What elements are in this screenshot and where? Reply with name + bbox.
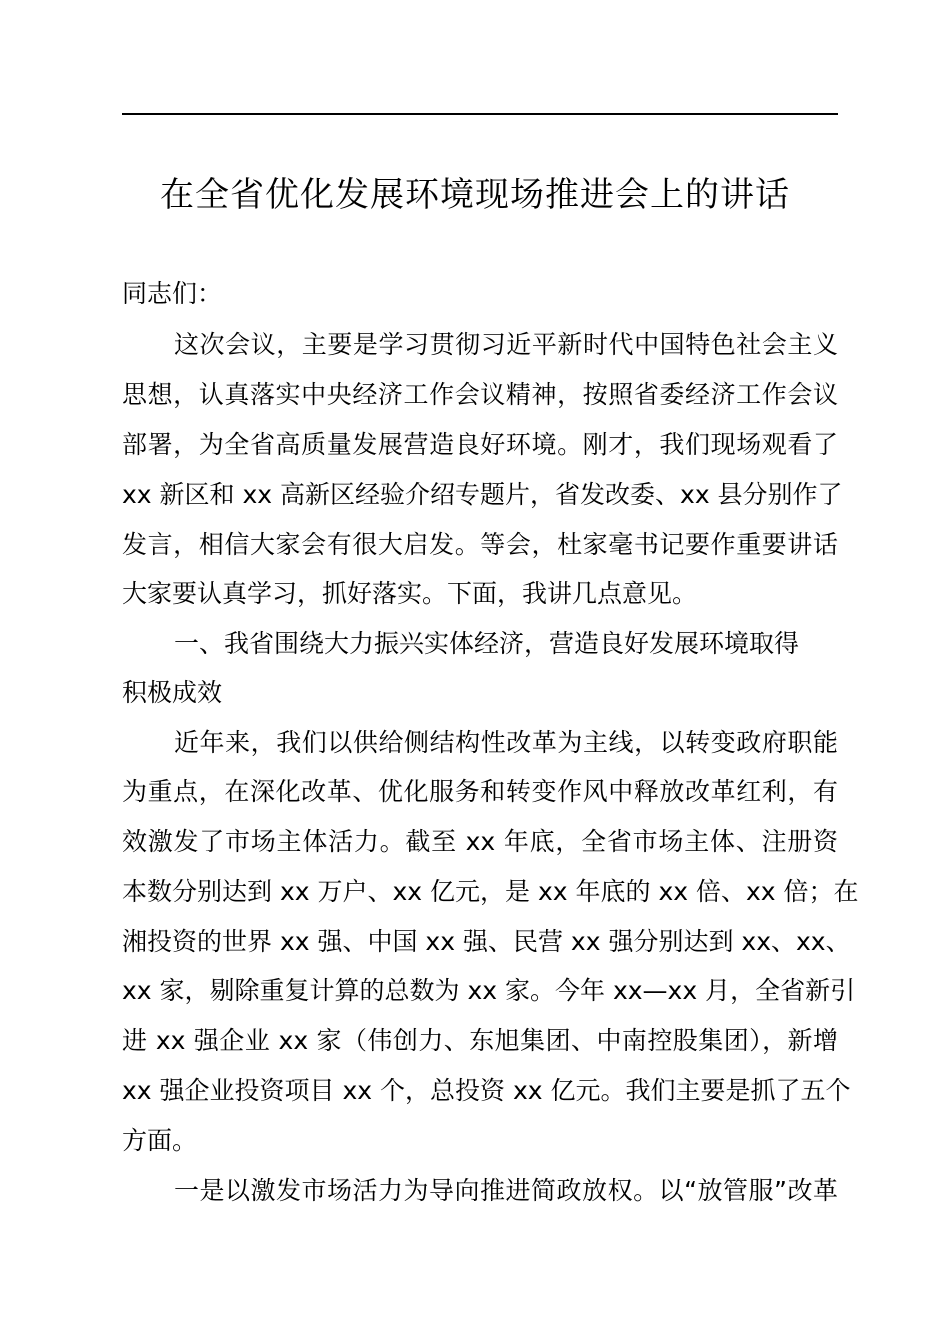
paragraph-line: 大家要认真学习，抓好落实。下面，我讲几点意见。	[122, 579, 698, 608]
paragraph-line: 进 xx 强企业 xx 家（伟创力、东旭集团、中南控股集团），新增	[122, 1026, 838, 1055]
paragraph-line: 本数分别达到 xx 万户、xx 亿元，是 xx 年底的 xx 倍、xx 倍；在	[122, 877, 859, 906]
section-heading-line: 积极成效	[122, 678, 223, 707]
paragraph-line: 方面。	[122, 1126, 198, 1155]
paragraph-line: 这次会议，主要是学习贯彻习近平新时代中国特色社会主义	[174, 330, 838, 359]
salutation: 同志们：	[122, 279, 223, 308]
paragraph-line: 发言，相信大家会有很大启发。等会，杜家毫书记要作重要讲话	[122, 530, 838, 559]
paragraph-line: xx 家，剔除重复计算的总数为 xx 家。今年 xx—xx 月，全省新引	[122, 976, 856, 1005]
paragraph-line: 部署，为全省高质量发展营造良好环境。刚才，我们现场观看了	[122, 430, 838, 459]
paragraph-line: 近年来，我们以供给侧结构性改革为主线，以转变政府职能	[174, 728, 838, 757]
paragraph-line: 一是以激发市场活力为导向推进简政放权。以“放管服”改革	[174, 1176, 838, 1205]
paragraph-line: xx 强企业投资项目 xx 个，总投资 xx 亿元。我们主要是抓了五个	[122, 1076, 851, 1105]
paragraph-line: 思想，认真落实中央经济工作会议精神，按照省委经济工作会议	[122, 380, 838, 409]
header-rule	[122, 113, 838, 115]
paragraph-line: xx 新区和 xx 高新区经验介绍专题片，省发改委、xx 县分别作了	[122, 480, 843, 509]
paragraph-line: 效激发了市场主体活力。截至 xx 年底，全省市场主体、注册资	[122, 827, 838, 856]
paragraph-line: 为重点，在深化改革、优化服务和转变作风中释放改革红利，有	[122, 777, 838, 806]
document-title: 在全省优化发展环境现场推进会上的讲话	[160, 175, 790, 215]
section-heading-line: 一、我省围绕大力振兴实体经济，营造良好发展环境取得	[174, 629, 800, 658]
paragraph-line: 湘投资的世界 xx 强、中国 xx 强、民营 xx 强分别达到 xx、xx、	[122, 927, 851, 956]
